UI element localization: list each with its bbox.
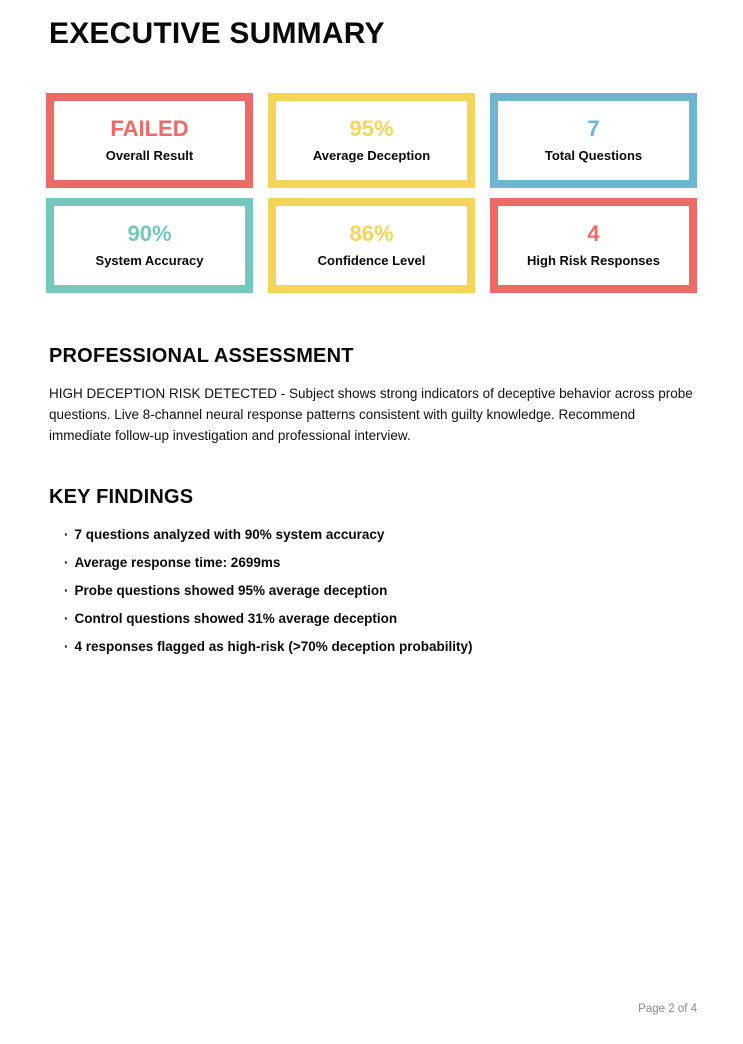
metric-card-confidence-level	[268, 198, 475, 293]
finding-item: · Control questions showed 31% average deception	[64, 605, 697, 633]
metric-label: System Accuracy	[95, 253, 204, 268]
metric-value: 86%	[349, 221, 394, 246]
key-findings-list	[64, 521, 697, 661]
key-findings-section	[46, 486, 697, 661]
metric-label: Average Deception	[312, 148, 431, 163]
metric-cards-grid	[46, 93, 697, 293]
page-title: EXECUTIVE SUMMARY	[49, 17, 385, 50]
metric-card-average-deception	[268, 93, 475, 188]
professional-assessment-heading: PROFESSIONAL ASSESSMENT	[49, 344, 354, 367]
key-findings-heading: KEY FINDINGS	[49, 485, 194, 508]
metric-card-overall-result	[46, 93, 253, 188]
finding-item: · Probe questions showed 95% average deception	[64, 577, 697, 605]
metric-value: 90%	[127, 221, 172, 246]
finding-item: · 4 responses flagged as high-risk (>70% deception probability)	[64, 633, 697, 661]
metric-value: 95%	[349, 116, 394, 141]
metric-label: Confidence Level	[317, 253, 426, 268]
finding-item: · Average response time: 2699ms	[64, 549, 697, 577]
professional-assessment-body: HIGH DECEPTION RISK DETECTED - Subject shows strong indicators of deceptive behavior across probe questions. Live 8-channel neural response patterns consistent with guilty knowledge. Recommend immediate follow-up investigation and professional interview.	[49, 385, 693, 443]
metric-label: Overall Result	[105, 148, 194, 163]
professional-assessment-section	[46, 345, 697, 446]
page-number: Page 2 of 4	[638, 1003, 697, 1015]
metric-card-system-accuracy	[46, 198, 253, 293]
metric-value: 7	[587, 116, 600, 141]
metric-card-total-questions	[490, 93, 697, 188]
metric-label: High Risk Responses	[527, 253, 660, 268]
metric-label: Total Questions	[544, 148, 643, 163]
metric-value: FAILED	[110, 116, 189, 141]
report-content	[0, 17, 743, 661]
metric-card-high-risk-responses	[490, 198, 697, 293]
metric-value: 4	[587, 221, 600, 246]
finding-item: · 7 questions analyzed with 90% system accuracy	[64, 521, 697, 549]
